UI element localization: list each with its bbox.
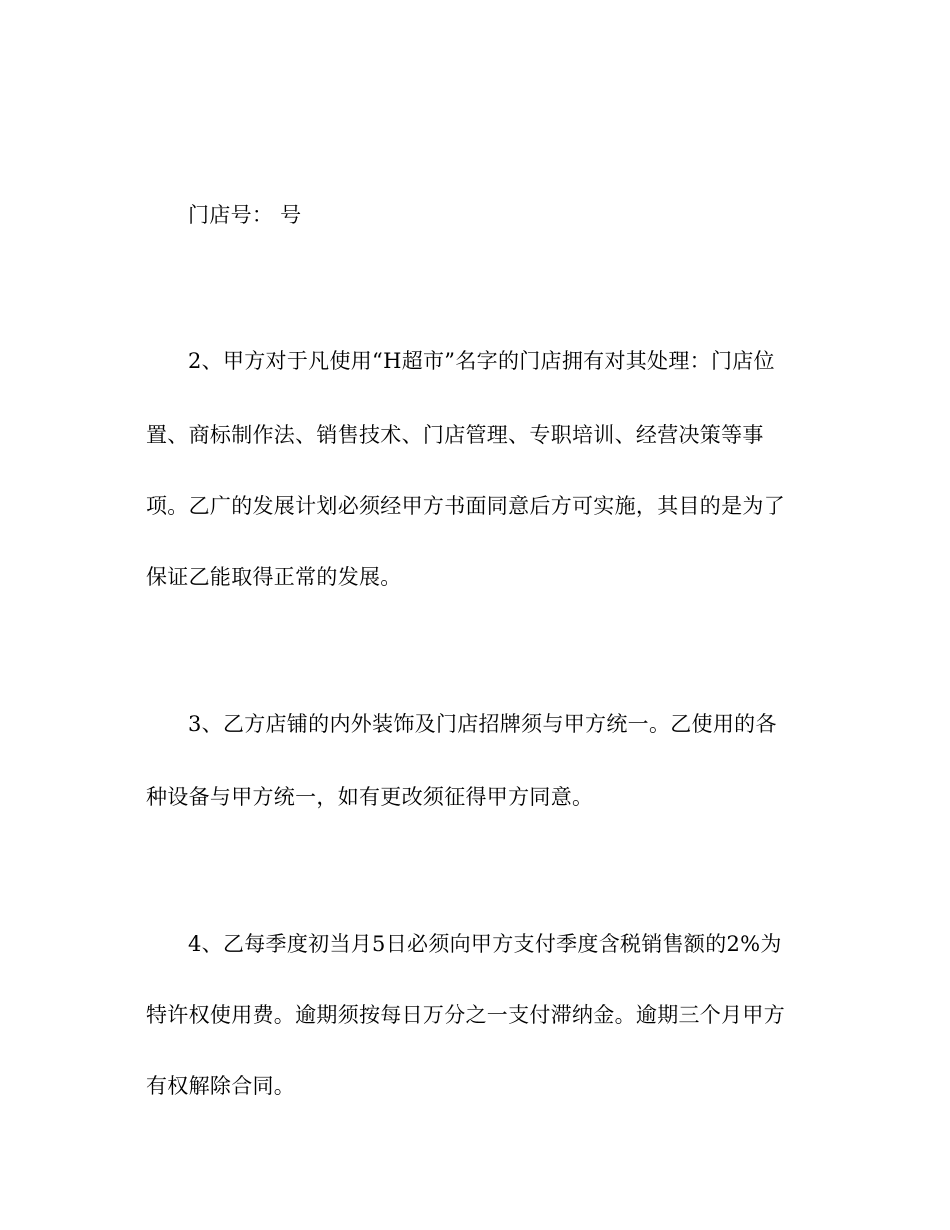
clause-4-line-2: 特许权使用费。逾期须按每日万分之一支付滞纳金。逾期三个月甲方	[146, 1003, 785, 1027]
clause-4-line-3: 有权解除合同。	[146, 1074, 296, 1098]
clause-3-line-1: 3、乙方店铺的内外装饰及门店招牌须与甲方统一。乙使用的各	[188, 712, 777, 736]
clause-2-line-2: 置、商标制作法、销售技术、门店管理、专职培训、经营决策等事	[146, 423, 764, 447]
clause-3-line-2: 种设备与甲方统一，如有更改须征得甲方同意。	[146, 785, 594, 809]
clause-4-line-1: 4、乙每季度初当月5日必须向甲方支付季度含税销售额的2%为	[188, 932, 782, 956]
clause-2-line-4: 保证乙能取得正常的发展。	[146, 565, 402, 589]
clause-2-line-1: 2、甲方对于凡使用“H超市”名字的门店拥有对其处理：门店位	[188, 349, 775, 373]
clause-2-line-3: 项。乙广的发展计划必须经甲方书面同意后方可实施，其目的是为了	[146, 494, 785, 518]
store-number-line: 门店号： 号	[188, 203, 302, 227]
